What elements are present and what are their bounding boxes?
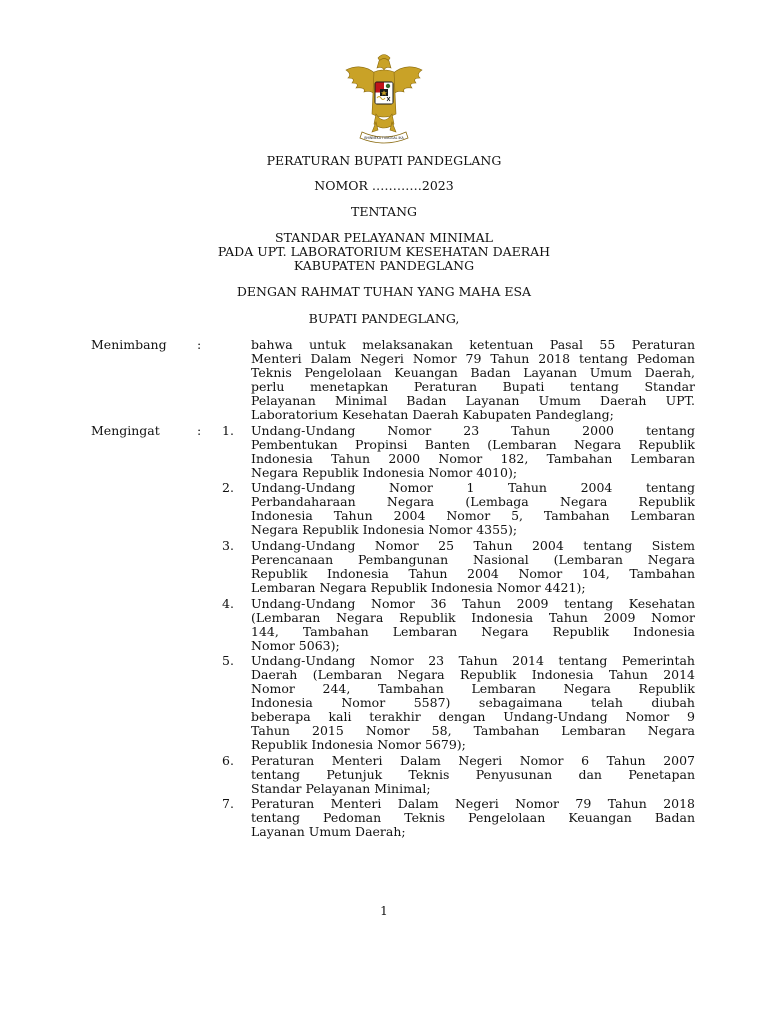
mengingat-item-line: (Lembaran Negara Republik Indonesia Tahun 2009 Nomor — [251, 610, 695, 625]
mengingat-item-number: 5. — [222, 653, 234, 668]
menimbang-paragraph — [251, 338, 695, 422]
mengingat-item-number: 7. — [222, 796, 234, 811]
mengingat-item-line: Nomor 244, Tambahan Lembaran Negara Republik — [251, 681, 695, 696]
mengingat-item-1 — [251, 424, 695, 480]
mengingat-item-line: Indonesia Tahun 2004 Nomor 5, Tambahan Lembaran — [251, 508, 695, 523]
menimbang-label: Menimbang — [91, 337, 167, 352]
mengingat-item-line: Perencanaan Pembangunan Nasional (Lembaran Negara — [251, 552, 695, 567]
mengingat-item-line: Standar Pelayanan Minimal; — [251, 781, 431, 796]
invocation: DENGAN RAHMAT TUHAN YANG MAHA ESA — [236, 284, 532, 299]
mengingat-item-line: Peraturan Menteri Dalam Negeri Nomor 79 Tahun 2018 — [251, 796, 695, 811]
mengingat-item-line: beberapa kali terakhir dengan Undang-Undang Nomor 9 — [251, 709, 695, 724]
menimbang-line: Laboratorium Kesehatan Daerah Kabupaten Pandeglang; — [251, 407, 614, 422]
tentang-heading: TENTANG — [350, 204, 417, 219]
mengingat-item-line: Negara Republik Indonesia Nomor 4010); — [251, 465, 518, 480]
mengingat-item-2 — [251, 481, 695, 537]
mengingat-item-5 — [251, 654, 695, 752]
mengingat-item-line: tentang Pedoman Teknis Pengelolaan Keuangan Badan — [251, 810, 695, 825]
mengingat-item-line: Republik Indonesia Tahun 2004 Nomor 104, Tambahan — [251, 566, 695, 581]
mengingat-item-line: Undang-Undang Nomor 36 Tahun 2009 tentang Kesehatan — [251, 596, 695, 611]
mengingat-item-line: Undang-Undang Nomor 25 Tahun 2004 tentang Sistem — [251, 538, 695, 553]
mengingat-item-number: 1. — [222, 423, 234, 438]
mengingat-item-line: Tahun 2015 Nomor 58, Tambahan Lembaran Negara — [251, 723, 695, 738]
menimbang-line: perlu menetapkan Peraturan Bupati tentang Standar — [251, 379, 695, 394]
mengingat-item-line: Undang-Undang Nomor 23 Tahun 2014 tentang Pemerintah — [251, 653, 695, 668]
authority-heading: BUPATI PANDEGLANG, — [308, 311, 460, 326]
mengingat-item-7 — [251, 797, 695, 839]
page-number: 1 — [380, 904, 388, 918]
mengingat-item-line: tentang Petunjuk Teknis Penyusunan dan Penetapan — [251, 767, 695, 782]
mengingat-item-number: 2. — [222, 480, 234, 495]
menimbang-colon: : — [197, 337, 202, 352]
mengingat-item-line: Undang-Undang Nomor 23 Tahun 2000 tentang — [251, 423, 695, 438]
subject-line-2: PADA UPT. LABORATORIUM KESEHATAN DAERAH — [217, 244, 551, 259]
mengingat-item-line: Republik Indonesia Nomor 5679); — [251, 737, 466, 752]
garuda-emblem-icon — [338, 52, 430, 148]
mengingat-item-number: 3. — [222, 538, 234, 553]
mengingat-item-line: Lembaran Negara Republik Indonesia Nomor 4421); — [251, 580, 586, 595]
menimbang-line: Pelayanan Minimal Badan Layanan Umum Daerah UPT. — [251, 393, 695, 408]
mengingat-item-line: Pembentukan Propinsi Banten (Lembaran Negara Republik — [251, 437, 695, 452]
mengingat-item-4 — [251, 597, 695, 653]
subject-line-1: STANDAR PELAYANAN MINIMAL — [275, 230, 493, 245]
mengingat-colon: : — [197, 423, 202, 438]
mengingat-item-line: 144, Tambahan Lembaran Negara Republik Indonesia — [251, 624, 695, 639]
menimbang-line: Teknis Pengelolaan Keuangan Badan Layanan Umum Daerah, — [251, 365, 695, 380]
regulation-title: PERATURAN BUPATI PANDEGLANG — [266, 153, 502, 168]
menimbang-line: bahwa untuk melaksanakan ketentuan Pasal 55 Peraturan — [251, 337, 695, 352]
mengingat-item-line: Indonesia Tahun 2000 Nomor 182, Tambahan Lembaran — [251, 451, 695, 466]
mengingat-item-line: Nomor 5063); — [251, 638, 340, 653]
mengingat-item-line: Peraturan Menteri Dalam Negeri Nomor 6 Tahun 2007 — [251, 753, 695, 768]
mengingat-label: Mengingat — [91, 423, 160, 438]
mengingat-item-line: Indonesia Nomor 5587) sebagaimana telah diubah — [251, 695, 695, 710]
mengingat-item-number: 6. — [222, 753, 234, 768]
emblem-motto: BHINNEKA TUNGGAL IKA — [364, 136, 404, 140]
menimbang-line: Menteri Dalam Negeri Nomor 79 Tahun 2018 tentang Pedoman — [251, 351, 695, 366]
mengingat-item-3 — [251, 539, 695, 595]
subject-line-3: KABUPATEN PANDEGLANG — [293, 258, 475, 273]
mengingat-item-line: Perbandaharaan Negara (Lembaga Negara Republik — [251, 494, 695, 509]
regulation-number: NOMOR …………2023 — [314, 178, 454, 193]
mengingat-item-line: Layanan Umum Daerah; — [251, 824, 406, 839]
mengingat-item-number: 4. — [222, 596, 234, 611]
mengingat-item-line: Negara Republik Indonesia Nomor 4355); — [251, 522, 518, 537]
mengingat-item-6 — [251, 754, 695, 796]
mengingat-item-line: Daerah (Lembaran Negara Republik Indonesia Tahun 2014 — [251, 667, 695, 682]
mengingat-item-line: Undang-Undang Nomor 1 Tahun 2004 tentang — [251, 480, 695, 495]
